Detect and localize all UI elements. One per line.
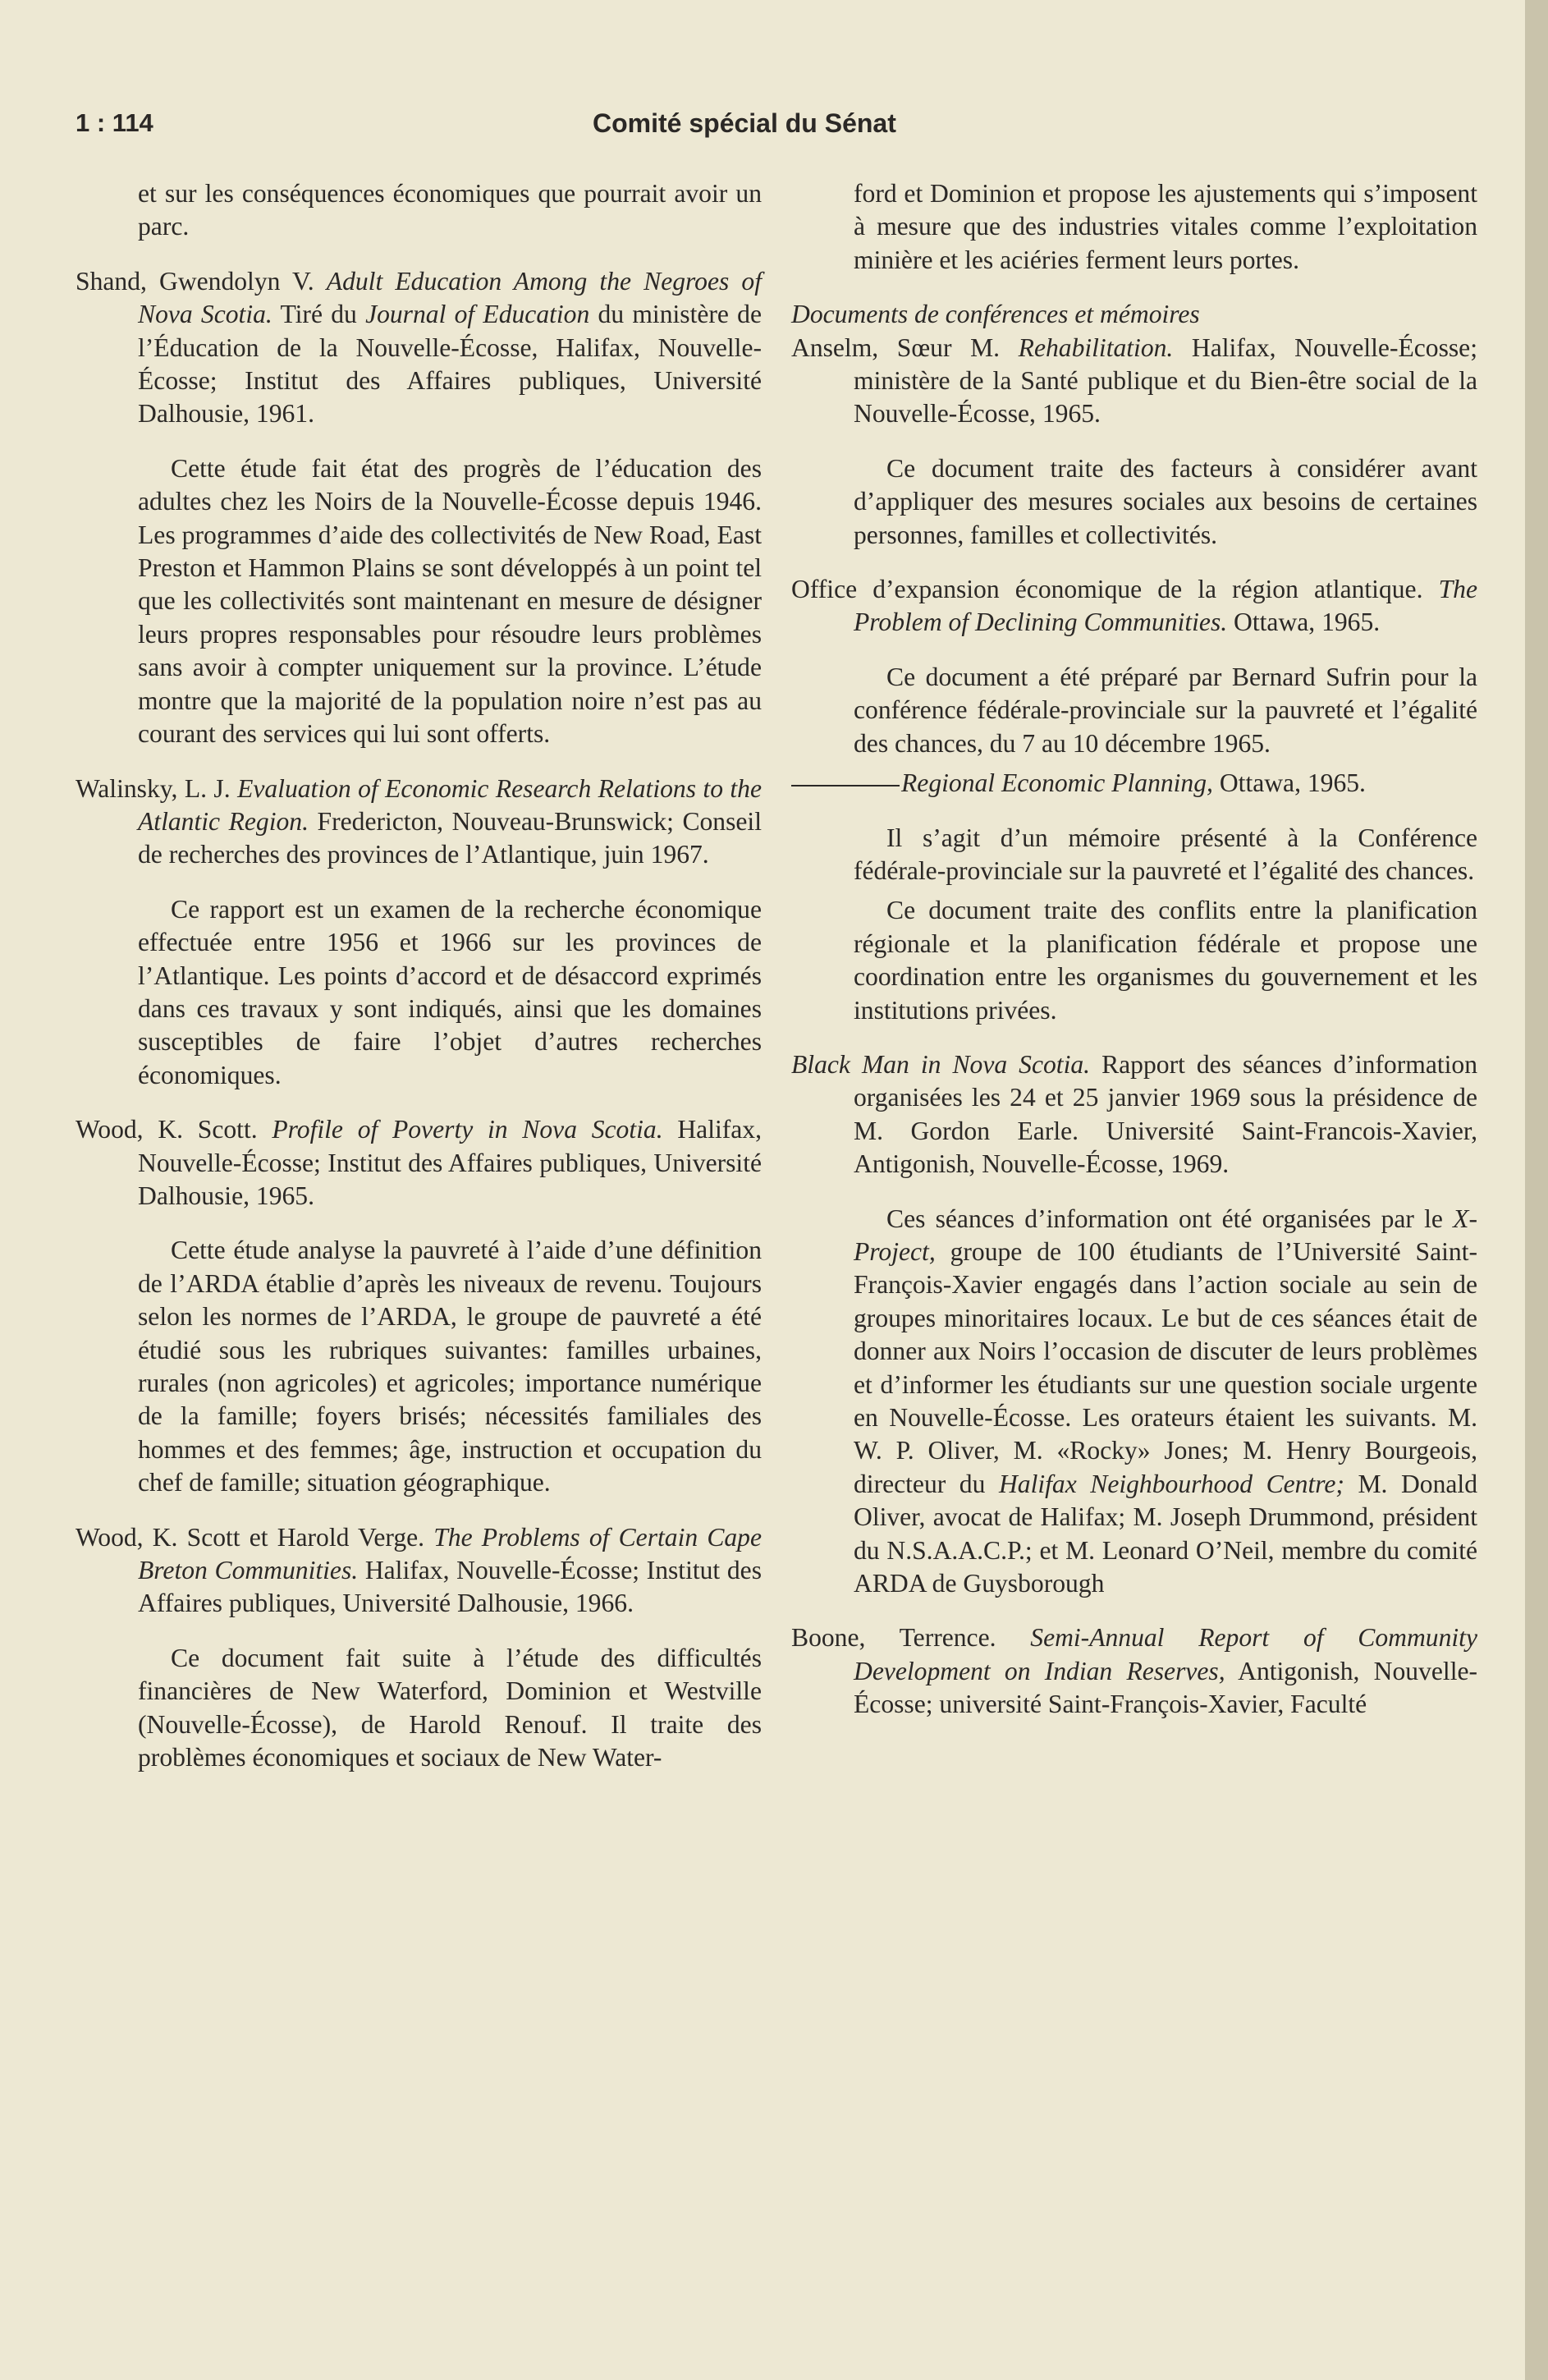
entry-details: Rapport des séances d’information organisées les 24 et 25 janvier 1969 sous la présidence de M. Gordon Earle. Université Saint-Francois-Xavier, Antigonish, Nouvelle-Écosse, 1969.	[854, 1049, 1477, 1179]
bibliography-entry	[76, 1521, 762, 1621]
entry-abstract: Ce document fait suite à l’étude des difficultés financières de New Waterford, Dominion et Westville (Nouvelle-Écosse), de Harold Renouf. Il traite des problèmes économiques et sociaux de New Water-	[138, 1643, 762, 1772]
entry-details: Halifax, Nouvelle-Écosse; ministère de la Santé publique et du Bien-être social de la Nouvelle-Écosse, 1965.	[854, 332, 1477, 429]
entry-title: Evaluation of Economic Research Relations to the Atlantic Region.	[138, 773, 763, 836]
centre-name: Halifax Neighbourhood Centre;	[998, 1469, 1344, 1498]
entry-author: Wood, K. Scott.	[76, 1115, 258, 1144]
entry-author: Office d’expansion économique de la région atlantique.	[791, 575, 1423, 604]
entry-title: The Problems of Certain Cape Breton Communities.	[138, 1522, 763, 1585]
entry-abstract: Cette étude analyse la pauvreté à l’aide d’une définition de l’ARDA établie d’après les niveaux de revenu. Toujours selon les normes de l’ARDA, le groupe de pauvreté a été étudié sous les rubriques suivantes: familles urbaines, rurales (non agricoles) et agricoles; importance numérique de la famille; foyers brisés; nécessités familiales des hommes et des femmes; âge, instruction et occupation du chef de famille; situation géographique.	[138, 1236, 762, 1497]
entry-author: Boone, Terrence.	[791, 1623, 996, 1653]
paragraph-text: ford et Dominion et propose les ajustements qui s’imposent à mesure que des industries vitales comme l’exploitation minière et les aciéries ferment leurs portes.	[854, 179, 1477, 274]
abstract-text: groupe de 100 étudiants de l’Université Saint-François-Xavier engagés dans l’action sociale au sein de groupes minoritaires locaux. Le but de ces séances était de donner aux Noirs l’occasion de discuter de leurs problèmes et d’informer les étudiants sur une question sociale urgente en Nouvelle-Écosse. Les orateurs étaient les suivants. M. W. P. Oliver, M. «Rocky» Jones; M. Henry Bourgeois, directeur du	[854, 1236, 1477, 1498]
entry-abstract: Ce document traite des facteurs à considérer avant d’appliquer des mesures sociales aux besoins de certaines personnes, familles et collectivités.	[854, 453, 1477, 549]
entry-title: Rehabilitation.	[1018, 332, 1174, 362]
project-name: X-Project,	[854, 1204, 1477, 1266]
bibliography-entry	[791, 573, 1477, 640]
entry-abstract: Cette étude fait état des progrès de l’éducation des adultes chez les Noirs de la Nouvelle-Écosse depuis 1946. Les programmes d’aide des collectivités de New Road, East Preston et Hammon Plains se sont développés à un point tel que les collectivités sont maintenant en mesure de désigner leurs propres responsables pour résoudre leurs problèmes sans avoir à compter uniquement sur la province. L’étude montre que la majorité de la population noire n’est pas au courant des services qui lui sont offerts.	[138, 453, 762, 749]
page-header	[76, 108, 1537, 158]
left-column	[76, 177, 762, 1795]
entry-details: Tiré du	[280, 300, 357, 329]
bibliography-entry	[791, 767, 1477, 800]
entry-title: Black Man in Nova Scotia.	[791, 1049, 1091, 1079]
bibliography-entry	[76, 1113, 762, 1213]
entry-abstract: Ce document traite des conflits entre la planification régionale et la planification fédérale et propose une coordination entre les organismes du gouvernement et les institutions privées.	[854, 896, 1477, 1025]
page-number: 1 : 114	[76, 108, 153, 137]
abstract-text: Ces séances d’information ont été organisées par le	[886, 1204, 1443, 1233]
entry-author: Shand, Gwendolyn V.	[76, 266, 314, 296]
entry-abstract: Il s’agit d’un mémoire présenté à la Conférence fédérale-provinciale sur la pauvreté et l’égalité des chances.	[854, 823, 1477, 885]
continued-paragraph	[76, 177, 762, 244]
abstract-text: M. Donald Oliver, avocat de Halifax; M. Joseph Drummond, président du N.S.A.A.C.P.; et M. Leonard O’Neil, membre du comité ARDA de Guysborough	[854, 1469, 1477, 1598]
page-edge	[1525, 0, 1548, 2380]
entry-author: Walinsky, L. J.	[76, 773, 231, 803]
entry-title: The Problem of Declining Communities.	[854, 575, 1477, 637]
entry-title: Profile of Poverty in Nova Scotia.	[272, 1115, 663, 1144]
paragraph-text: et sur les conséquences économiques que pourrait avoir un parc.	[138, 179, 762, 241]
entry-author: Anselm, Sœur M.	[791, 332, 1001, 362]
entry-title: Semi-Annual Report of Community Development on Indian Reserves,	[854, 1623, 1477, 1685]
bibliography-entry	[76, 265, 762, 431]
entry-title: Adult Education Among the Negroes of Nova Scotia.	[138, 266, 762, 329]
entry-abstract	[791, 1203, 1477, 1601]
entry-details: Fredericton, Nouveau-Brunswick; Conseil de recherches des provinces de l’Atlantique, juin 1967.	[138, 806, 762, 869]
entry-details: du ministère de l’Éducation de la Nouvelle-Écosse, Halifax, Nouvelle-Écosse; Institut des Affaires publiques, Université Dalhousie, 1961.	[138, 300, 762, 429]
section-heading: Documents de conférences et mémoires	[791, 300, 1200, 329]
entry-abstract: Ce document a été préparé par Bernard Sufrin pour la conférence fédérale-provinciale sur la pauvreté et l’égalité des chances, du 7 au 10 décembre 1965.	[854, 662, 1477, 758]
right-column	[791, 177, 1477, 1743]
entry-title: Regional Economic Planning,	[901, 768, 1213, 798]
entry-details: Halifax, Nouvelle-Écosse; Institut des Affaires publiques, Université Dalhousie, 1966.	[138, 1556, 762, 1618]
continued-paragraph	[791, 177, 1477, 277]
bibliography-entry	[76, 773, 762, 872]
entry-author: Wood, K. Scott et Harold Verge.	[76, 1522, 425, 1552]
bibliography-entry	[791, 1621, 1477, 1721]
entry-abstract: Ce rapport est un examen de la recherche économique effectuée entre 1956 et 1966 sur les provinces de l’Atlantique. Les points d’accord et de désaccord exprimés dans ces travaux y sont indiqués, ainsi que les domaines susceptibles de faire l’objet d’autres recherches économiques.	[138, 894, 762, 1089]
running-title: Comité spécial du Sénat	[593, 108, 896, 138]
bibliography-entry	[791, 1048, 1477, 1181]
entry-journal: Journal of Education	[365, 300, 590, 329]
entry-details: Ottawa, 1965.	[1219, 768, 1366, 798]
bibliography-entry	[791, 332, 1477, 431]
entry-details: Ottawa, 1965.	[1234, 608, 1381, 637]
entry-details: Antigonish, Nouvelle-Écosse; université Saint-François-Xavier, Faculté	[854, 1656, 1478, 1719]
entry-details: Halifax, Nouvelle-Écosse; Institut des Affaires publiques, Université Dalhousie, 1965.	[138, 1115, 762, 1210]
ditto-dash	[791, 785, 900, 786]
